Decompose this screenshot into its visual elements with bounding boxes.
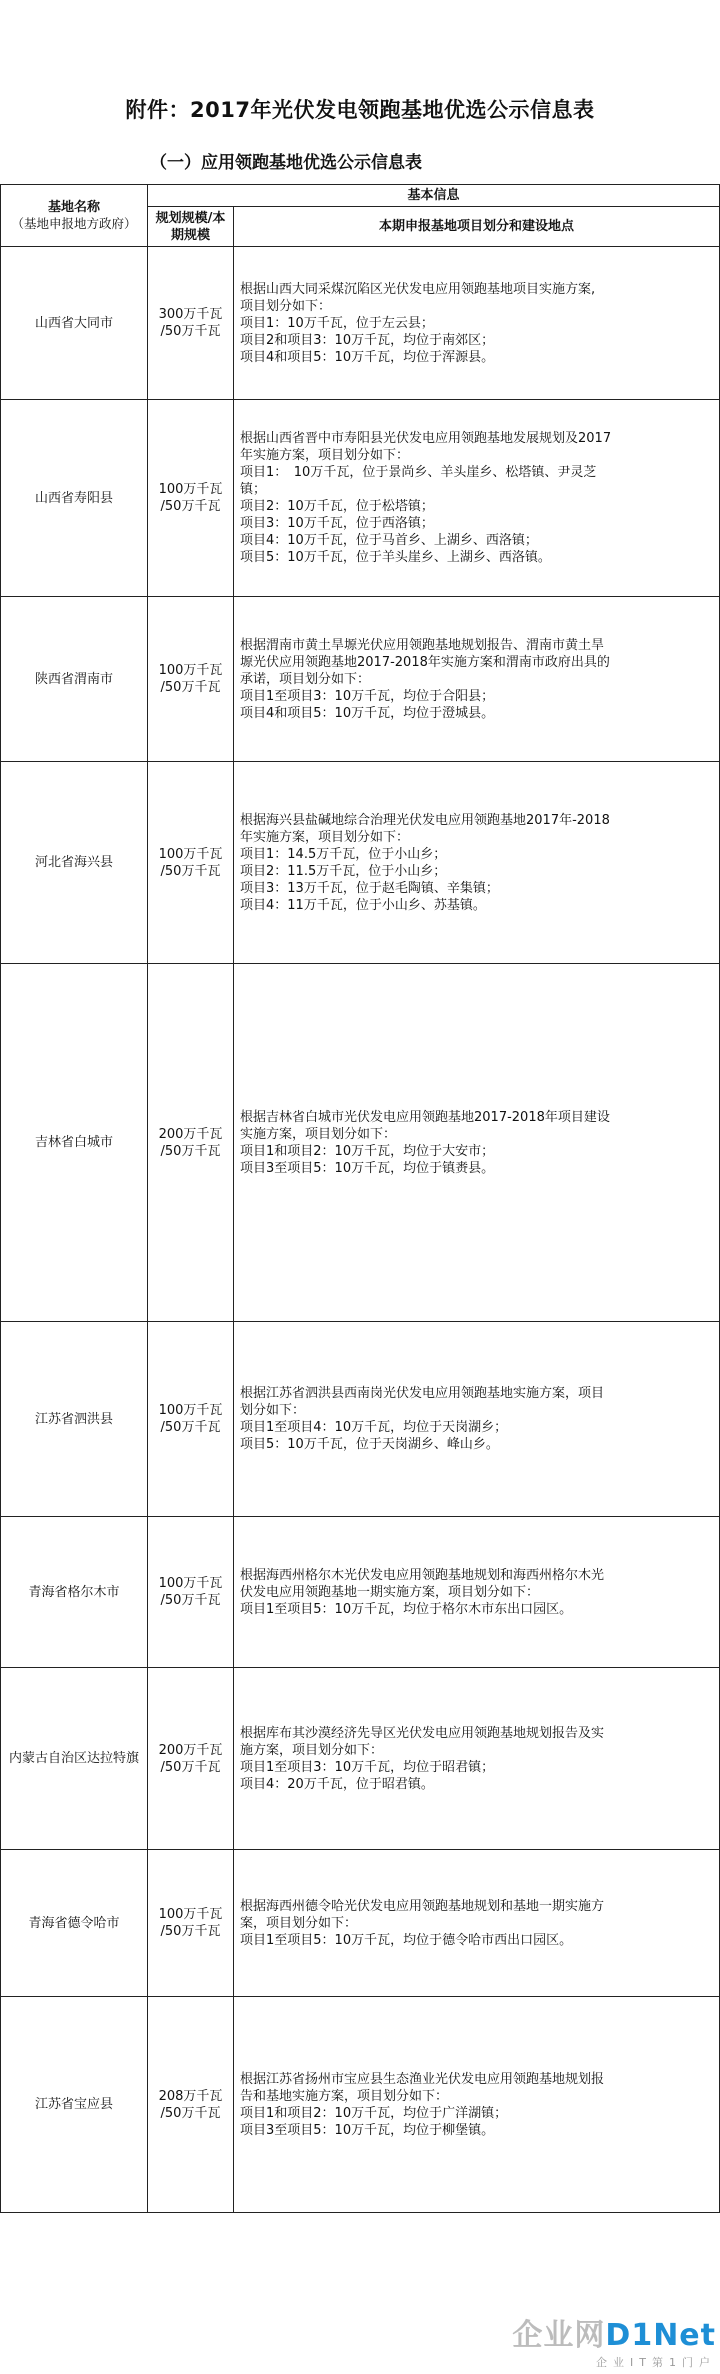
scale-cell [148,400,234,597]
table-row [1,1668,720,1850]
base-name-cell: 青海省格尔木市 [1,1517,148,1668]
plan-cell [234,400,720,597]
header-scale: 规划规模/本期规模 [148,207,234,247]
plan-line: 项目4和项目5：10万千瓦，均位于浑源县。 [240,349,495,365]
plan-line: 项目2：11.5万千瓦，位于小山乡； [240,863,447,879]
plan-line: 镇； [240,482,267,497]
base-name-cell: 山西省寿阳县 [1,400,148,597]
base-name-cell: 青海省德令哈市 [1,1850,148,1997]
planned-scale: 100万千瓦 [158,1576,223,1591]
scale-cell [148,762,234,964]
plan-line: 根据海西州格尔木光伏发电应用领跑基地规划和海西州格尔木光 [240,1567,605,1583]
planned-scale: 100万千瓦 [158,1907,223,1922]
planned-scale: 208万千瓦 [158,2088,223,2104]
watermark-prefix: 企业网 [512,2318,606,2353]
planned-scale: 200万千瓦 [158,1742,223,1758]
planned-scale: 300万千瓦 [158,307,223,322]
phase-scale: /50万千瓦 [160,680,221,695]
phase-scale: /50万千瓦 [160,1593,221,1608]
plan-line: 项目4：10万千瓦，位于马首乡、上湖乡、西洛镇； [240,533,538,548]
plan-line: 施方案，项目划分如下： [240,1742,384,1758]
table-row [1,1997,720,2213]
plan-line: 项目1： 10万千瓦，位于景尚乡、羊头崖乡、松塔镇、尹灵芝 [240,465,597,480]
table-row [1,400,720,597]
plan-cell [234,1850,720,1997]
table-row [1,1850,720,1997]
phase-scale: /50万千瓦 [160,2105,221,2121]
plan-line: 项目1和项目2：10万千瓦，均位于广洋湖镇； [240,2105,508,2121]
plan-line: 根据吉林省白城市光伏发电应用领跑基地2017-2018年项目建设 [240,1109,610,1125]
plan-line: 根据海西州德令哈光伏发电应用领跑基地规划和基地一期实施方 [240,1898,605,1914]
scale-cell [148,1997,234,2213]
phase-scale: /50万千瓦 [160,1759,221,1775]
plan-line: 根据山西省晋中市寿阳县光伏发电应用领跑基地发展规划及2017 [240,431,612,446]
plan-line: 项目2和项目3：10万千瓦，均位于南郊区； [240,332,495,348]
plan-line: 项目3至项目5：10万千瓦，均位于柳堡镇。 [240,2122,495,2138]
plan-line: 年实施方案，项目划分如下： [240,829,410,845]
planned-scale: 100万千瓦 [158,1403,223,1418]
planned-scale: 100万千瓦 [158,846,223,862]
plan-line: 根据山西大同采煤沉陷区光伏发电应用领跑基地项目实施方案, [240,281,596,297]
table-row [1,247,720,400]
table-row [1,1322,720,1517]
table-row [1,762,720,964]
plan-line: 项目2：10万千瓦，位于松塔镇； [240,499,434,514]
plan-line: 塬光伏应用领跑基地2017-2018年实施方案和渭南市政府出具的 [240,654,610,670]
plan-line: 划分如下： [240,1403,306,1418]
plan-cell [234,247,720,400]
base-name-cell: 江苏省泗洪县 [1,1322,148,1517]
plan-line: 告和基地实施方案，项目划分如下： [240,2088,449,2104]
plan-line: 项目1：14.5万千瓦，位于小山乡； [240,846,447,862]
plan-line: 根据江苏省泗洪县西南岗光伏发电应用领跑基地实施方案，项目 [240,1386,605,1401]
plan-line: 项目3：13万千瓦，位于赵毛陶镇、辛集镇； [240,880,499,896]
plan-line: 项目划分如下： [240,298,332,314]
base-name-cell: 山西省大同市 [1,247,148,400]
site-watermark [512,2320,716,2370]
plan-cell [234,1322,720,1517]
scale-cell [148,597,234,762]
base-info-table [0,184,720,2213]
phase-scale: /50万千瓦 [160,863,221,879]
plan-line: 项目1至项目3：10万千瓦，均位于昭君镇； [240,1759,495,1775]
planned-scale: 100万千瓦 [158,663,223,678]
plan-cell [234,1668,720,1850]
document-subtitle: （一）应用领跑基地优选公示信息表 [150,153,422,173]
phase-scale: /50万千瓦 [160,499,221,514]
plan-line: 案，项目划分如下： [240,1915,358,1931]
planned-scale: 100万千瓦 [158,482,223,497]
table-row [1,1517,720,1668]
phase-scale: /50万千瓦 [160,1143,221,1159]
document-title: 附件：2017年光伏发电领跑基地优选公示信息表 [125,98,595,122]
scale-cell [148,247,234,400]
plan-line: 伏发电应用领跑基地一期实施方案，项目划分如下： [240,1584,540,1600]
plan-line: 项目1和项目2：10万千瓦，均位于大安市； [240,1143,495,1159]
plan-line: 根据江苏省扬州市宝应县生态渔业光伏发电应用领跑基地规划报 [240,2071,605,2087]
phase-scale: /50万千瓦 [160,1420,221,1435]
plan-line: 项目3至项目5：10万千瓦，均位于镇赉县。 [240,1160,495,1176]
plan-line: 根据渭南市黄土旱塬光伏应用领跑基地规划报告、渭南市黄土旱 [240,637,605,653]
table-row [1,964,720,1322]
plan-line: 项目1至项目5：10万千瓦，均位于德令哈市西出口园区。 [240,1932,573,1948]
plan-line: 项目4：11万千瓦，位于小山乡、苏基镇。 [240,897,486,913]
plan-line: 项目1：10万千瓦，位于左云县； [240,315,434,331]
plan-cell [234,1997,720,2213]
header-base-name [1,185,148,247]
phase-scale: /50万千瓦 [160,324,221,339]
planned-scale: 200万千瓦 [158,1126,223,1142]
base-name-cell: 内蒙古自治区达拉特旗 [1,1668,148,1850]
header-basic-info: 基本信息 [148,185,720,207]
base-name-cell: 陕西省渭南市 [1,597,148,762]
header-base-name-label: 基地名称 [47,200,100,215]
scale-cell [148,1850,234,1997]
plan-line: 根据海兴县盐碱地综合治理光伏发电应用领跑基地2017年-2018 [240,812,610,828]
plan-line: 承诺，项目划分如下： [240,671,371,687]
plan-cell [234,964,720,1322]
watermark-accent: D1Net [605,2318,716,2353]
plan-line: 项目5：10万千瓦，位于天岗湖乡、峰山乡。 [240,1437,499,1452]
watermark-logo [512,2320,716,2352]
scale-cell [148,1668,234,1850]
phase-scale: /50万千瓦 [160,1924,221,1939]
scale-cell [148,964,234,1322]
plan-cell [234,1517,720,1668]
plan-line: 项目5：10万千瓦，位于羊头崖乡、上湖乡、西洛镇。 [240,550,551,565]
base-name-cell: 江苏省宝应县 [1,1997,148,2213]
plan-line: 项目3：10万千瓦，位于西洛镇； [240,516,434,531]
base-name-cell: 吉林省白城市 [1,964,148,1322]
header-base-name-note: （基地申报地方政府） [11,216,137,231]
plan-cell [234,762,720,964]
base-name-cell: 河北省海兴县 [1,762,148,964]
plan-line: 项目1至项目3：10万千瓦，均位于合阳县； [240,688,495,704]
plan-line: 项目1至项目5：10万千瓦，均位于格尔木市东出口园区。 [240,1601,573,1617]
scale-cell [148,1322,234,1517]
table-row [1,597,720,762]
watermark-tagline: 企业IT第1门户 [596,2356,716,2369]
plan-line: 项目1至项目4：10万千瓦，均位于天岗湖乡； [240,1420,508,1435]
plan-line: 年实施方案，项目划分如下： [240,448,410,463]
plan-cell [234,597,720,762]
plan-line: 项目4和项目5：10万千瓦，均位于澄城县。 [240,705,495,721]
plan-line: 实施方案，项目划分如下： [240,1126,397,1142]
plan-line: 项目4：20万千瓦，位于昭君镇。 [240,1776,434,1792]
plan-line: 根据库布其沙漠经济先导区光伏发电应用领跑基地规划报告及实 [240,1725,605,1741]
scale-cell [148,1517,234,1668]
header-plan: 本期申报基地项目划分和建设地点 [234,207,720,247]
